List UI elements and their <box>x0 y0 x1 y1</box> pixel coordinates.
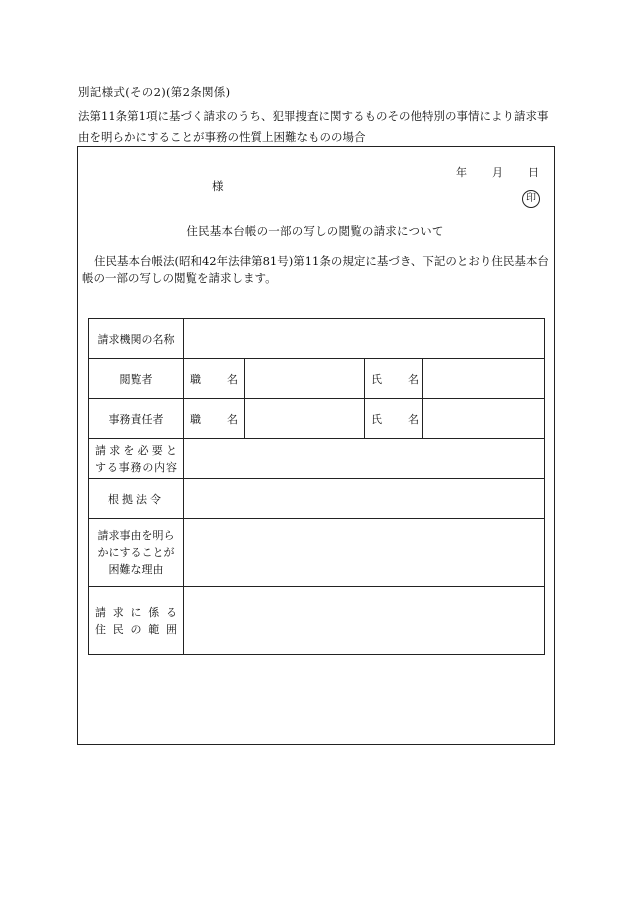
table-row <box>89 479 545 519</box>
table-row <box>89 319 545 359</box>
document-title: 住民基本台帳の一部の写しの閲覧の請求について <box>186 224 444 238</box>
viewer-job-title-label: 職 名 <box>184 359 245 399</box>
seal-mark: 印 <box>522 190 540 208</box>
resident-scope-label: 請求に係る 住民の範囲 <box>89 587 184 655</box>
table-row <box>89 519 545 587</box>
viewer-job-title-field[interactable] <box>245 359 365 399</box>
date-year-label: 年 <box>456 166 467 179</box>
officer-job-title-label: 職 名 <box>184 399 245 439</box>
table-row <box>89 399 545 439</box>
officer-name-label: 氏 名 <box>365 399 423 439</box>
difficulty-reason-label: 請求事由を明ら かにすることが 困難な理由 <box>89 519 184 587</box>
agency-name-label: 請求機関の名称 <box>89 319 184 359</box>
viewer-name-field[interactable] <box>423 359 545 399</box>
officer-job-title-field[interactable] <box>245 399 365 439</box>
date-month-label: 月 <box>492 166 503 179</box>
agency-name-field[interactable] <box>184 319 545 359</box>
request-table <box>88 318 545 655</box>
difficulty-reason-field[interactable] <box>184 519 545 587</box>
resident-scope-field[interactable] <box>184 587 545 655</box>
viewer-name-label: 氏 名 <box>365 359 423 399</box>
purpose-label: 請求を必要と する事務の内容 <box>89 439 184 479</box>
addressee-suffix: 様 <box>212 179 224 193</box>
usage-condition: 法第11条第1項に基づく請求のうち、犯罪捜査に関するものその他特別の事情により請求事由を明らかにすることが事務の性質上困難なものの場合 <box>78 109 549 144</box>
legal-basis-field[interactable] <box>184 479 545 519</box>
table-row <box>89 587 545 655</box>
purpose-field[interactable] <box>184 439 545 479</box>
legal-basis-label: 根拠法令 <box>89 479 184 519</box>
officer-name-field[interactable] <box>423 399 545 439</box>
table-row <box>89 359 545 399</box>
date-day-label: 日 <box>528 166 539 179</box>
officer-label: 事務責任者 <box>89 399 184 439</box>
request-body-text: 住民基本台帳法(昭和42年法律第81号)第11条の規定に基づき、下記のとおり住民基本台帳の一部の写しの閲覧を請求します。 <box>82 254 549 285</box>
table-row <box>89 439 545 479</box>
form-number-title: 別記様式(その2)(第2条関係) <box>78 85 231 99</box>
viewer-label: 閲覧者 <box>89 359 184 399</box>
